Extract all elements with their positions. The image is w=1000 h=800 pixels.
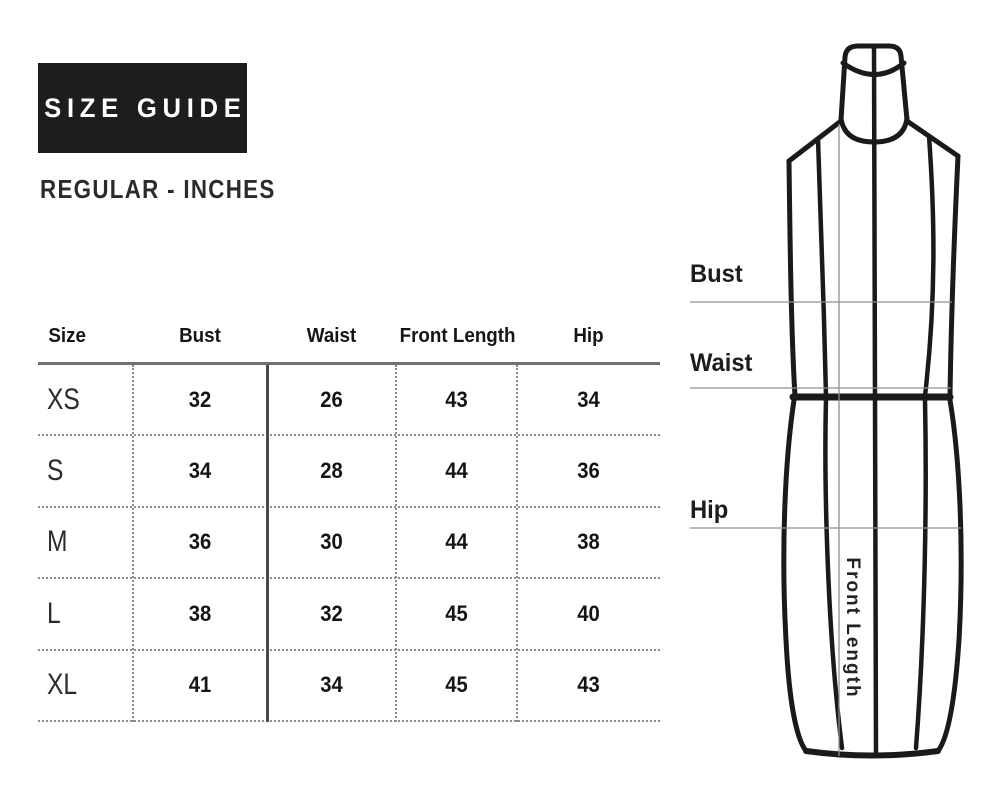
bodice-right-outline — [950, 156, 958, 396]
bodice-left-seam — [818, 139, 826, 396]
waist-value: 34 — [320, 672, 343, 698]
left-shoulder — [789, 121, 841, 161]
size-guide-badge — [38, 63, 247, 153]
waist-value: 30 — [320, 529, 343, 555]
skirt-right-seam — [916, 400, 926, 748]
size-chart-table — [38, 310, 660, 722]
hip-value: 36 — [577, 458, 600, 484]
column-divider-dotted — [395, 365, 397, 722]
column-header-hip: Hip — [573, 324, 604, 347]
neck-outline — [841, 46, 907, 120]
hip-value: 40 — [577, 600, 600, 626]
bodice-left-outline — [789, 161, 795, 396]
size-chart-header-row — [38, 310, 660, 365]
bust-value: 34 — [188, 458, 212, 484]
size-cell: XS — [47, 382, 80, 416]
waist-measure-label: Waist — [690, 349, 753, 377]
hip-measure-label: Hip — [690, 496, 729, 524]
bust-measure-label: Bust — [690, 260, 743, 288]
front-length-value: 45 — [445, 600, 468, 626]
column-header-front-length: Front Length — [399, 324, 516, 347]
bust-value: 32 — [188, 386, 212, 412]
waist-value: 32 — [320, 600, 343, 626]
bust-value: 41 — [188, 672, 212, 698]
size-chart-body — [38, 365, 660, 722]
column-header-waist: Waist — [306, 324, 357, 347]
skirt-right-outline — [938, 400, 961, 751]
waist-value: 26 — [320, 386, 343, 412]
hip-value: 34 — [577, 386, 600, 412]
size-cell: XL — [47, 668, 78, 702]
size-cell: M — [47, 525, 68, 559]
column-header-size: Size — [48, 324, 86, 347]
right-shoulder — [907, 121, 958, 156]
hip-value: 38 — [577, 529, 600, 555]
front-length-value: 44 — [445, 458, 468, 484]
column-divider-dotted — [132, 365, 134, 722]
column-header-bust: Bust — [179, 324, 221, 347]
fit-and-unit-subtitle: REGULAR - INCHES — [40, 174, 276, 204]
hip-value: 43 — [577, 672, 600, 698]
skirt-left-seam — [825, 400, 842, 748]
bodice-right-seam — [925, 136, 933, 396]
front-length-value: 45 — [445, 672, 468, 698]
column-divider-dotted — [516, 365, 518, 722]
collar-seam — [843, 63, 904, 75]
size-cell: S — [47, 454, 64, 488]
size-guide-badge-label: SIZE GUIDE — [44, 92, 247, 123]
bust-value: 36 — [188, 529, 212, 555]
bust-value: 38 — [188, 600, 212, 626]
column-divider-solid — [266, 365, 269, 722]
hem-line — [806, 751, 938, 756]
front-length-value: 43 — [445, 386, 468, 412]
size-cell: L — [47, 596, 61, 630]
waist-value: 28 — [320, 458, 343, 484]
center-front-seam — [874, 47, 876, 752]
front-length-measure-label: Front Length — [842, 557, 863, 699]
skirt-left-outline — [784, 400, 806, 751]
neckline-curve — [841, 118, 907, 142]
front-length-value: 44 — [445, 529, 468, 555]
